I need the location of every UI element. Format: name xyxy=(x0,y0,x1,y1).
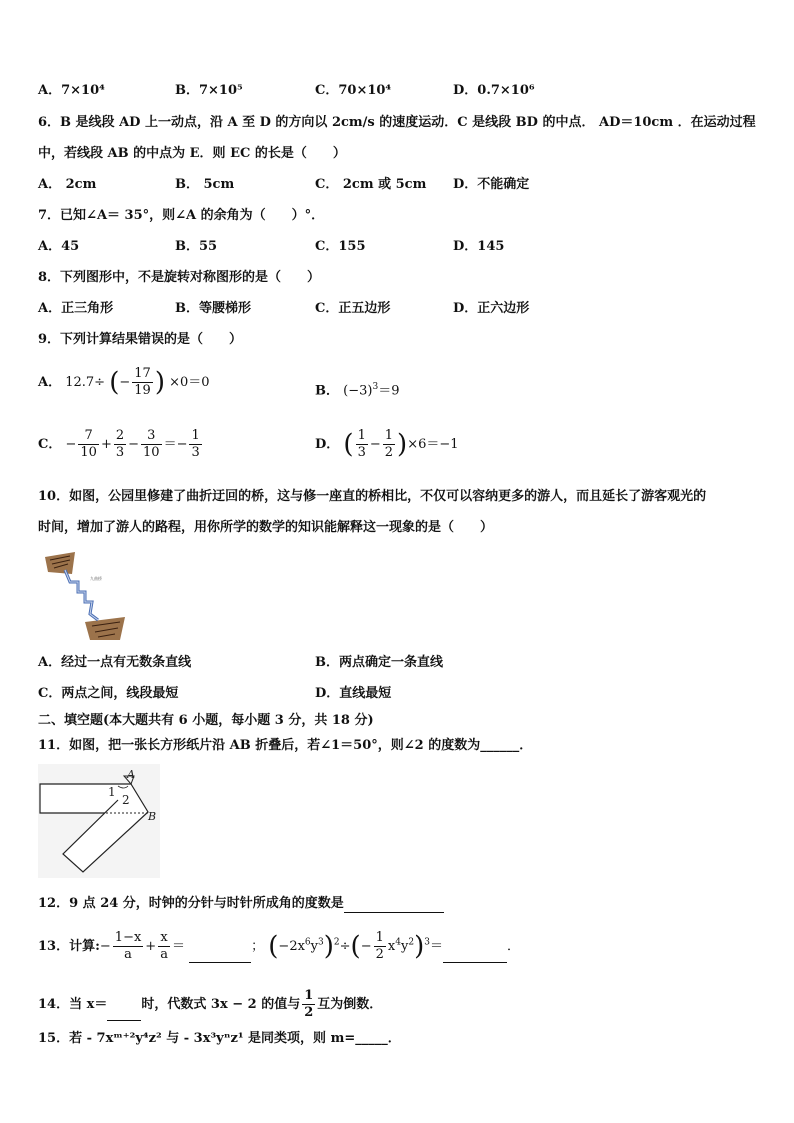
angle-1-label: 1 xyxy=(108,785,116,799)
q9-option-b-base: (−3) xyxy=(343,383,373,399)
q8-option-b: B．等腰梯形 xyxy=(175,301,251,316)
q9-stem: 9．下列计算结果错误的是（ ） xyxy=(38,332,243,347)
q8-option-a: A．正三角形 xyxy=(38,301,114,316)
q7-stem: 7．已知∠A＝ 35°，则∠A 的余角为（ ）°． xyxy=(38,208,325,223)
q8-stem: 8．下列图形中，不是旋转对称图形的是（ ） xyxy=(38,270,321,285)
fold-figure xyxy=(38,764,160,878)
q9-option-c: C． − $\frac{7}{10}$ + $\frac{2}{3}$ − $\frac{3}{10}$ ＝− $\frac{1}{3}$ xyxy=(38,428,200,460)
q10-option-c: C．两点之间，线段最短 xyxy=(38,686,179,701)
q9-option-d-label: D． xyxy=(315,437,340,452)
q9-a-fraction: $\frac{17}{19}$ xyxy=(134,366,151,398)
q13-prefix: 13．计算: xyxy=(38,939,100,954)
svg-text:九曲桥: 九曲桥 xyxy=(90,576,102,581)
q9-option-b-exponent: 3 xyxy=(372,382,379,392)
q14: 14．当 x＝ 时，代数式 3x − 2 的值与 $\frac{1}{2}$ 互为倒数． xyxy=(38,988,383,1020)
q9-option-a-label: A． xyxy=(38,375,62,390)
q9-option-a-post: ×0＝0 xyxy=(169,375,210,390)
q9-option-b-label: B． xyxy=(315,383,339,399)
q5-option-b: B．7×10⁵ xyxy=(175,83,243,98)
q6-option-c: C． 2cm 或 5cm xyxy=(315,177,427,192)
q13-frac2: $\frac{x}{a}$ xyxy=(160,930,168,962)
q13: 13．计算:− $\frac{1-x}{a}$ + $\frac{x}{a}$ ＝ ； $(-2x^6y^3)^2\div(-$ $\frac{1}{2}$ $x^4y^2)^3=$ ． xyxy=(38,930,520,962)
q14-frac-half: $\frac{1}{2}$ xyxy=(304,988,314,1020)
q13-frac1: $\frac{1-x}{a}$ xyxy=(114,930,142,962)
bridge-figure xyxy=(40,552,130,642)
q6-option-d: D．不能确定 xyxy=(453,177,530,192)
q10-option-b: B．两点确定一条直线 xyxy=(315,655,443,670)
q9-c-frac4: $\frac{1}{3}$ xyxy=(191,428,200,460)
q6-option-b: B． 5cm xyxy=(175,177,235,192)
q9-option-d: D． ( $\frac{1}{3}$ − $\frac{1}{2}$ )×6＝−1 xyxy=(315,428,459,460)
point-b-label: B xyxy=(148,810,157,823)
q8-option-d: D．正六边形 xyxy=(453,301,530,316)
q9-c-frac1: $\frac{7}{10}$ xyxy=(80,428,97,460)
q6-stem-line2: 中，若线段 AB 的中点为 E．则 EC 的长是（ ） xyxy=(38,146,346,161)
q9-option-d-post: ×6＝−1 xyxy=(407,437,459,452)
angle-2-label: 2 xyxy=(122,793,130,807)
q7-option-c: C．155 xyxy=(315,239,366,254)
paren-close: ) xyxy=(154,367,165,398)
point-a-label: A xyxy=(127,768,135,781)
q15-stem: 15．若 - 7xᵐ⁺²y⁴z² 与 - 3x³yⁿz¹ 是同类项，则 m=_____． xyxy=(38,1031,401,1046)
paren-open: ( xyxy=(109,367,120,398)
q9-option-a-pre: 12.7÷ xyxy=(65,375,106,390)
section-heading: 二、填空题(本大题共有 6 小题，每小题 3 分，共 18 分) xyxy=(38,713,374,728)
q9-c-frac3: $\frac{3}{10}$ xyxy=(143,428,160,460)
q9-option-b xyxy=(315,378,399,400)
q9-option-c-label: C． xyxy=(38,437,62,452)
q8-option-c: C．正五边形 xyxy=(315,301,391,316)
q14-answer-blank[interactable] xyxy=(107,1006,141,1021)
q7-option-b: B．55 xyxy=(175,239,218,254)
q6-stem-line1: 6．B 是线段 AD 上一动点，沿 A 至 D 的方向以 2cm/s 的速度运动．C 是线段 BD 的中点． AD＝10cm ．在运动过程 xyxy=(38,115,756,130)
q9-option-b-post: ＝9 xyxy=(378,383,400,399)
q13-frac-half: $\frac{1}{2}$ xyxy=(375,930,384,962)
q13-answer-blank-2[interactable] xyxy=(443,948,507,963)
q10-option-a: A．经过一点有无数条直线 xyxy=(38,655,192,670)
q9-c-frac2: $\frac{2}{3}$ xyxy=(115,428,125,460)
q7-option-d: D．145 xyxy=(453,239,505,254)
q5-option-d: D．0.7×10⁶ xyxy=(453,83,535,98)
q5-option-a: A．7×10⁴ xyxy=(38,83,105,98)
q10-stem-line2: 时间，增加了游人的路程，用你所学的数学的知识能解释这一现象的是（ ） xyxy=(38,520,494,535)
q12-stem: 12．9 点 24 分，时钟的分针与时针所成角的度数是 xyxy=(38,895,444,913)
q6-option-a: A． 2cm xyxy=(38,177,97,192)
q11-stem: 11．如图，把一张长方形纸片沿 AB 折叠后，若∠1＝50°，则∠2 的度数为______． xyxy=(38,738,533,753)
q9-d-frac1: $\frac{1}{3}$ xyxy=(357,428,366,460)
q13-answer-blank-1[interactable] xyxy=(189,948,251,963)
q10-option-d: D．直线最短 xyxy=(315,686,392,701)
q5-option-c: C．70×10⁴ xyxy=(315,83,392,98)
q7-option-a: A．45 xyxy=(38,239,80,254)
q10-stem-line1: 10．如图，公园里修建了曲折迂回的桥，这与修一座直的桥相比，不仅可以容纳更多的游人，而且延长了游客观光的 xyxy=(38,489,707,504)
q9-d-frac2: $\frac{1}{2}$ xyxy=(384,428,394,460)
q9-option-a: A． 12.7÷ (− $\frac{17}{19}$ ) ×0＝0 xyxy=(38,366,210,398)
q12-answer-blank[interactable] xyxy=(344,898,444,913)
